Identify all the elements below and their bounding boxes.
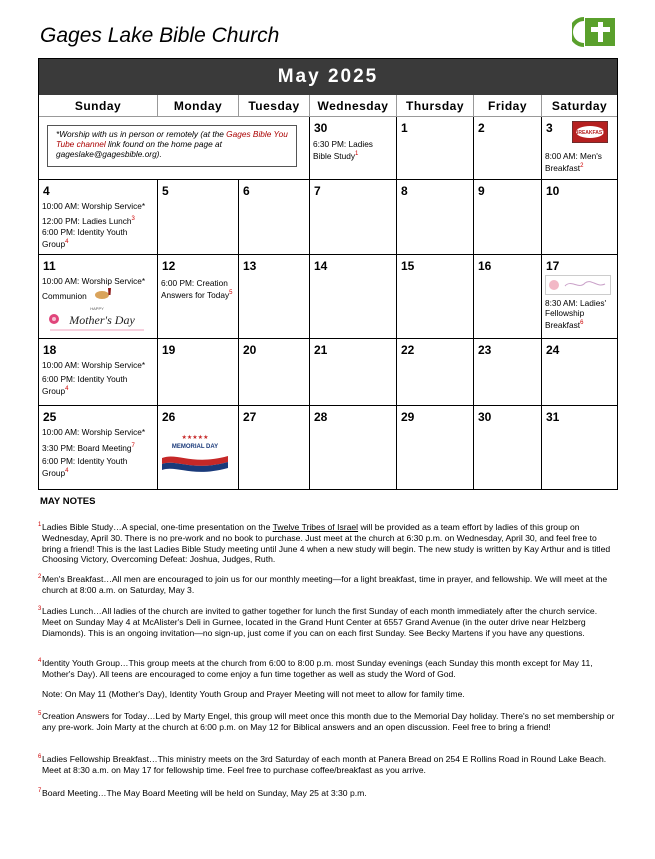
event-worship: 10:00 AM: Worship Service* [42, 276, 146, 286]
day-cell [158, 180, 239, 255]
note-ladies-fellowship: 6 Ladies Fellowship Breakfast…This ministry meets on the 3rd Saturday of each month at Panera Bread on 254 E Rollins Road in Round Lake Beach. Meet at 8:30 a.m. on May 17 for fellowship time. Feel free to purchase coffee/breakfast as you arrive. [38, 754, 607, 775]
day-number: 12 [162, 259, 176, 273]
event-creation-answers: 6:00 PM: Creation Answers for Today$^5$ [161, 278, 233, 300]
day-number: 22 [401, 343, 415, 357]
svg-text:★★★★★: ★★★★★ [181, 435, 209, 441]
memorial-day-image [162, 432, 228, 472]
weekday-header: Friday [474, 95, 542, 117]
day-number: 23 [478, 343, 492, 357]
event-communion: Communion [42, 291, 87, 301]
day-cell [158, 339, 239, 406]
weekday-header: Thursday [397, 95, 474, 117]
day-number: 14 [314, 259, 328, 273]
event-worship: 10:00 AM: Worship Service* [42, 201, 146, 211]
notes-heading: MAY NOTES [40, 496, 96, 507]
note-youth-group: 4 Identity Youth Group…This group meets at the church from 6:00 to 8:00 p.m. most Sunday evenings (each Sunday this month except for May 11, Mother's Day). All teens are encouraged to come enjoy a fun time together as well as study the Word of God. [38, 658, 593, 679]
day-cell [542, 339, 617, 406]
day-cell [239, 406, 310, 489]
day-number: 2 [478, 121, 485, 135]
day-number: 5 [162, 184, 169, 198]
event-youth-group: 6:00 PM: Identity Youth Group$^4$ [42, 456, 128, 478]
day-number: 17 [546, 259, 560, 273]
day-number: 7 [314, 184, 321, 198]
note-mens-breakfast: 2 Men's Breakfast…All men are encouraged to join us for our monthly meeting—for a light breakfast, time in prayer, and fellowship. We will meet at the church at 8:00 a.m. on Saturday, May 3. [38, 574, 608, 595]
day-cell [397, 255, 474, 339]
day-cell [474, 117, 542, 180]
intro-cell [39, 117, 310, 180]
day-cell [474, 180, 542, 255]
day-cell [39, 180, 158, 255]
day-number: 9 [478, 184, 485, 198]
day-cell [39, 339, 158, 406]
event-youth-group: 6:00 PM: Identity Youth Group$^4$ [42, 374, 128, 396]
day-number: 26 [162, 410, 176, 424]
day-cell [397, 406, 474, 489]
day-number: 21 [314, 343, 328, 357]
day-cell [310, 117, 397, 180]
note-board-meeting: 7 Board Meeting…The May Board Meeting will be held on Sunday, May 25 at 3:30 p.m. [38, 788, 367, 798]
day-cell [397, 117, 474, 180]
day-number: 3 [546, 121, 553, 135]
weekday-header: Monday [158, 95, 239, 117]
weekday-header: Sunday [39, 95, 158, 117]
note-ladies-lunch: 3 Ladies Lunch…All ladies of the church are invited to gather together for lunch the first Sunday of each month immediately after the church service. Meet on Sunday May 4 at McAlister's Deli in Gurnee, located in the Grand Hunt Center at 6557 Grand Avenue (in the outer drive near Helzberg Diamonds). This is an ongoing invitation—no sign-up, just come if you can on each first Sunday. See Becky Martens if you have any questions. [38, 606, 598, 638]
day-number: 24 [546, 343, 560, 357]
weekday-header: Saturday [542, 95, 617, 117]
event-worship: 10:00 AM: Worship Service* [42, 427, 146, 437]
day-cell [474, 255, 542, 339]
day-number: 16 [478, 259, 492, 273]
breakfast-image [572, 121, 608, 143]
youtube-link[interactable]: Gages Bible You Tube channel [56, 129, 288, 149]
day-number: 1 [401, 121, 408, 135]
day-cell [310, 406, 397, 489]
svg-text:Mother's Day: Mother's Day [69, 313, 135, 327]
svg-text:BREAKFAST: BREAKFAST [574, 130, 606, 136]
day-cell [239, 180, 310, 255]
event-mens-breakfast: 8:00 AM: Men's Breakfast$^2$ [545, 151, 602, 173]
event-worship: 10:00 AM: Worship Service* [42, 360, 146, 370]
fellowship-image [545, 275, 611, 295]
day-number: 29 [401, 410, 415, 424]
day-number: 28 [314, 410, 328, 424]
day-cell [158, 255, 239, 339]
day-number: 31 [546, 410, 560, 424]
day-cell [397, 339, 474, 406]
day-number: 25 [43, 410, 57, 424]
day-cell [474, 406, 542, 489]
day-number: 13 [243, 259, 257, 273]
day-cell [158, 406, 239, 489]
day-number: 10 [546, 184, 560, 198]
day-cell [474, 339, 542, 406]
day-number: 11 [43, 259, 56, 273]
day-cell [542, 255, 617, 339]
event-ladies-bible-study: 6:30 PM: Ladies Bible Study$^1$ [313, 139, 373, 161]
day-number: 18 [43, 343, 57, 357]
day-cell [542, 180, 617, 255]
event-ladies-fellowship: 8:30 AM: Ladies' Fellowship Breakfast$^6$ [545, 298, 607, 330]
event-youth-group: 6:00 PM: Identity Youth Group$^4$ [42, 227, 128, 249]
day-number: 20 [243, 343, 257, 357]
day-cell [397, 180, 474, 255]
svg-text:MEMORIAL DAY: MEMORIAL DAY [171, 444, 219, 450]
svg-text:HAPPY: HAPPY [90, 306, 104, 311]
day-cell [39, 255, 158, 339]
event-ladies-lunch: 12:00 PM: Ladies Lunch$^3$ [42, 215, 135, 226]
day-number: 8 [401, 184, 408, 198]
day-number: 15 [401, 259, 415, 273]
note-ladies-bible-study: 1 Ladies Bible Study…A special, one-time presentation on the Twelve Tribes of Israel will be provided as a team effort by ladies of this group on Wednesday, April 30. There is no pre-work and no book to purchase. Just meet at the church at 6:30 p.m. on Wednesday, April 30, and feel free to bring a friend! This is the last Ladies Bible Study meeting until June 4 when a new study will begin. The new study is written by Kay Arthur and is titled Choosing Victory, Overcoming Defeat: Joshua, Judges, Ruth. [38, 522, 611, 565]
day-cell [310, 255, 397, 339]
day-number: 19 [162, 343, 176, 357]
calendar-grid [38, 58, 618, 490]
day-cell [542, 406, 617, 489]
note-mothers-day: Note: On May 11 (Mother's Day), Identity Youth Group and Prayer Meeting will not meet to allow for family time. [42, 689, 465, 699]
church-name: Gages Lake Bible Church [40, 24, 280, 47]
day-cell [239, 339, 310, 406]
weekday-header: Wednesday [310, 95, 397, 117]
day-cell [542, 117, 617, 180]
church-logo-icon [572, 17, 616, 47]
worship-notice: *Worship with us in person or remotely (at the Gages Bible You Tube channel link found on the home page at gageslake@gagesbible.org). [47, 125, 297, 167]
weekday-header: Tuesday [239, 95, 310, 117]
day-cell [310, 339, 397, 406]
day-number: 30 [478, 410, 492, 424]
day-number: 27 [243, 410, 257, 424]
day-cell [310, 180, 397, 255]
communion-icon [94, 286, 114, 300]
note-creation-answers: 5 Creation Answers for Today…Led by Marty Engel, this group will meet once this month due to the Memorial Day holiday. There's no set membership or any pre-work. Join Marty at the church at 6:00 p.m. on May 12 for Biblical answers and an open discussion. Feel free to bring a friend! [38, 711, 615, 732]
day-cell [39, 406, 158, 489]
day-number: 6 [243, 184, 250, 198]
day-number: 4 [43, 184, 50, 198]
mothers-day-image [42, 302, 152, 334]
event-board-meeting: 3:30 PM: Board Meeting$^7$ [42, 442, 135, 453]
month-title: May 2025 [39, 59, 617, 95]
day-number: 30 [314, 121, 328, 135]
day-cell [239, 255, 310, 339]
